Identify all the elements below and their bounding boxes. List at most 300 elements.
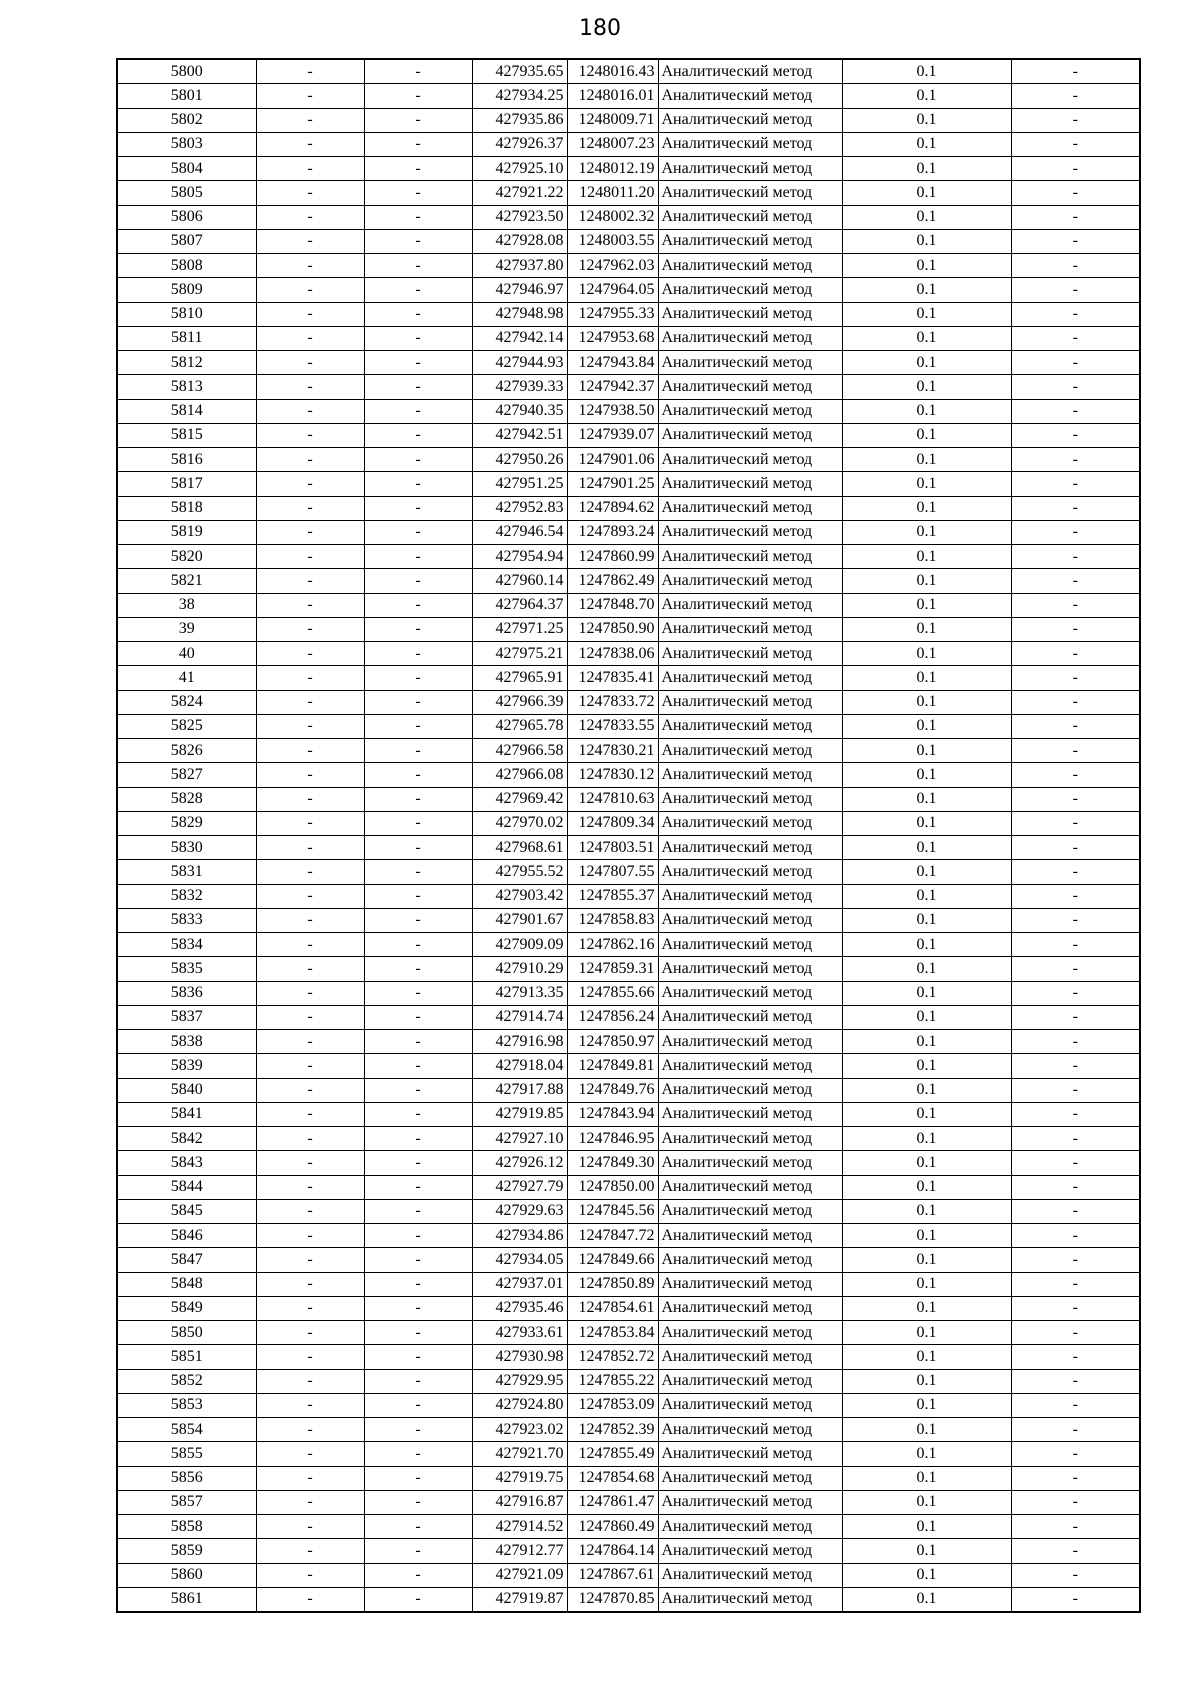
dash-cell: - [256,1224,364,1248]
y-coordinate-cell: 1247867.61 [567,1563,658,1587]
dash-cell: - [364,1490,472,1514]
x-coordinate-cell: 427928.08 [472,229,567,253]
x-coordinate-cell: 427944.93 [472,351,567,375]
x-coordinate-cell: 427940.35 [472,399,567,423]
method-cell: Аналитический метод [658,617,842,641]
dash-cell: - [256,229,364,253]
table-row [117,472,1140,496]
method-cell: Аналитический метод [658,981,842,1005]
accuracy-cell: 0.1 [842,690,1011,714]
dash-cell: - [256,642,364,666]
dash-cell: - [364,1563,472,1587]
dash-cell: - [1011,763,1140,787]
accuracy-cell: 0.1 [842,205,1011,229]
dash-cell: - [1011,472,1140,496]
table-row [117,1321,1140,1345]
y-coordinate-cell: 1247955.33 [567,302,658,326]
method-cell: Аналитический метод [658,884,842,908]
dash-cell: - [1011,787,1140,811]
dash-cell: - [364,520,472,544]
y-coordinate-cell: 1247810.63 [567,787,658,811]
method-cell: Аналитический метод [658,132,842,156]
dash-cell: - [1011,326,1140,350]
x-coordinate-cell: 427910.29 [472,957,567,981]
y-coordinate-cell: 1247861.47 [567,1490,658,1514]
y-coordinate-cell: 1247852.39 [567,1418,658,1442]
table-body [117,59,1140,1612]
accuracy-cell: 0.1 [842,375,1011,399]
dash-cell: - [1011,1369,1140,1393]
dash-cell: - [364,739,472,763]
method-cell: Аналитический метод [658,545,842,569]
dash-cell: - [1011,860,1140,884]
point-number-cell: 5842 [117,1127,256,1151]
x-coordinate-cell: 427934.25 [472,84,567,108]
x-coordinate-cell: 427970.02 [472,811,567,835]
method-cell: Аналитический метод [658,472,842,496]
point-number-cell: 5821 [117,569,256,593]
table-row [117,1418,1140,1442]
x-coordinate-cell: 427901.67 [472,908,567,932]
dash-cell: - [256,811,364,835]
table-row [117,205,1140,229]
dash-cell: - [1011,1078,1140,1102]
accuracy-cell: 0.1 [842,1151,1011,1175]
table-row [117,132,1140,156]
dash-cell: - [256,1005,364,1029]
dash-cell: - [364,351,472,375]
point-number-cell: 5826 [117,739,256,763]
y-coordinate-cell: 1247830.12 [567,763,658,787]
dash-cell: - [1011,739,1140,763]
accuracy-cell: 0.1 [842,1515,1011,1539]
x-coordinate-cell: 427966.39 [472,690,567,714]
point-number-cell: 5844 [117,1175,256,1199]
accuracy-cell: 0.1 [842,593,1011,617]
accuracy-cell: 0.1 [842,1127,1011,1151]
method-cell: Аналитический метод [658,1539,842,1563]
dash-cell: - [256,1587,364,1612]
x-coordinate-cell: 427930.98 [472,1345,567,1369]
dash-cell: - [1011,205,1140,229]
dash-cell: - [1011,254,1140,278]
accuracy-cell: 0.1 [842,908,1011,932]
method-cell: Аналитический метод [658,1515,842,1539]
accuracy-cell: 0.1 [842,1199,1011,1223]
table-row [117,496,1140,520]
point-number-cell: 5809 [117,278,256,302]
dash-cell: - [364,860,472,884]
x-coordinate-cell: 427946.97 [472,278,567,302]
table-row [117,1515,1140,1539]
dash-cell: - [364,1296,472,1320]
dash-cell: - [256,1345,364,1369]
point-number-cell: 5841 [117,1102,256,1126]
dash-cell: - [364,1175,472,1199]
point-number-cell: 5804 [117,157,256,181]
x-coordinate-cell: 427913.35 [472,981,567,1005]
accuracy-cell: 0.1 [842,1030,1011,1054]
table-row [117,375,1140,399]
point-number-cell: 5857 [117,1490,256,1514]
method-cell: Аналитический метод [658,1078,842,1102]
dash-cell: - [1011,1175,1140,1199]
method-cell: Аналитический метод [658,1393,842,1417]
x-coordinate-cell: 427916.98 [472,1030,567,1054]
point-number-cell: 5814 [117,399,256,423]
dash-cell: - [364,1078,472,1102]
dash-cell: - [364,836,472,860]
dash-cell: - [256,957,364,981]
dash-cell: - [364,229,472,253]
table-row [117,448,1140,472]
dash-cell: - [256,254,364,278]
dash-cell: - [1011,1345,1140,1369]
y-coordinate-cell: 1247833.72 [567,690,658,714]
method-cell: Аналитический метод [658,957,842,981]
accuracy-cell: 0.1 [842,448,1011,472]
point-number-cell: 5855 [117,1442,256,1466]
dash-cell: - [1011,933,1140,957]
table-row [117,351,1140,375]
y-coordinate-cell: 1247864.14 [567,1539,658,1563]
dash-cell: - [256,860,364,884]
dash-cell: - [1011,278,1140,302]
method-cell: Аналитический метод [658,1102,842,1126]
dash-cell: - [256,1563,364,1587]
table-row [117,642,1140,666]
table-row [117,981,1140,1005]
point-number-cell: 5854 [117,1418,256,1442]
x-coordinate-cell: 427927.79 [472,1175,567,1199]
point-number-cell: 5859 [117,1539,256,1563]
accuracy-cell: 0.1 [842,1175,1011,1199]
table-row [117,1030,1140,1054]
method-cell: Аналитический метод [658,1563,842,1587]
dash-cell: - [364,1515,472,1539]
point-number-cell: 5847 [117,1248,256,1272]
table-row [117,569,1140,593]
table-row [117,884,1140,908]
dash-cell: - [256,545,364,569]
accuracy-cell: 0.1 [842,1587,1011,1612]
dash-cell: - [1011,884,1140,908]
dash-cell: - [256,1442,364,1466]
dash-cell: - [364,1127,472,1151]
table-row [117,1345,1140,1369]
method-cell: Аналитический метод [658,1005,842,1029]
point-number-cell: 5852 [117,1369,256,1393]
point-number-cell: 5861 [117,1587,256,1612]
dash-cell: - [364,1345,472,1369]
accuracy-cell: 0.1 [842,1248,1011,1272]
accuracy-cell: 0.1 [842,181,1011,205]
method-cell: Аналитический метод [658,351,842,375]
point-number-cell: 40 [117,642,256,666]
x-coordinate-cell: 427955.52 [472,860,567,884]
method-cell: Аналитический метод [658,1442,842,1466]
x-coordinate-cell: 427934.05 [472,1248,567,1272]
y-coordinate-cell: 1247849.66 [567,1248,658,1272]
dash-cell: - [1011,1515,1140,1539]
dash-cell: - [256,593,364,617]
accuracy-cell: 0.1 [842,836,1011,860]
x-coordinate-cell: 427937.01 [472,1272,567,1296]
dash-cell: - [364,811,472,835]
accuracy-cell: 0.1 [842,302,1011,326]
table-row [117,617,1140,641]
y-coordinate-cell: 1247962.03 [567,254,658,278]
x-coordinate-cell: 427923.02 [472,1418,567,1442]
accuracy-cell: 0.1 [842,84,1011,108]
accuracy-cell: 0.1 [842,399,1011,423]
dash-cell: - [364,787,472,811]
table-row [117,1151,1140,1175]
method-cell: Аналитический метод [658,666,842,690]
table-row [117,229,1140,253]
dash-cell: - [256,1199,364,1223]
accuracy-cell: 0.1 [842,1102,1011,1126]
method-cell: Аналитический метод [658,642,842,666]
accuracy-cell: 0.1 [842,981,1011,1005]
accuracy-cell: 0.1 [842,59,1011,84]
method-cell: Аналитический метод [658,763,842,787]
dash-cell: - [1011,569,1140,593]
dash-cell: - [256,714,364,738]
dash-cell: - [256,933,364,957]
point-number-cell: 5837 [117,1005,256,1029]
point-number-cell: 5820 [117,545,256,569]
dash-cell: - [256,787,364,811]
dash-cell: - [364,278,472,302]
dash-cell: - [1011,1127,1140,1151]
dash-cell: - [256,1151,364,1175]
accuracy-cell: 0.1 [842,763,1011,787]
method-cell: Аналитический метод [658,302,842,326]
point-number-cell: 5846 [117,1224,256,1248]
x-coordinate-cell: 427975.21 [472,642,567,666]
dash-cell: - [256,1248,364,1272]
dash-cell: - [256,278,364,302]
method-cell: Аналитический метод [658,1272,842,1296]
dash-cell: - [364,1539,472,1563]
dash-cell: - [364,1248,472,1272]
point-number-cell: 5856 [117,1466,256,1490]
method-cell: Аналитический метод [658,326,842,350]
point-number-cell: 5811 [117,326,256,350]
dash-cell: - [256,1296,364,1320]
y-coordinate-cell: 1247853.84 [567,1321,658,1345]
x-coordinate-cell: 427921.09 [472,1563,567,1587]
table-row [117,860,1140,884]
point-number-cell: 5813 [117,375,256,399]
method-cell: Аналитический метод [658,1418,842,1442]
accuracy-cell: 0.1 [842,545,1011,569]
dash-cell: - [1011,545,1140,569]
method-cell: Аналитический метод [658,1369,842,1393]
accuracy-cell: 0.1 [842,1563,1011,1587]
dash-cell: - [256,496,364,520]
accuracy-cell: 0.1 [842,157,1011,181]
method-cell: Аналитический метод [658,593,842,617]
accuracy-cell: 0.1 [842,1393,1011,1417]
x-coordinate-cell: 427946.54 [472,520,567,544]
dash-cell: - [364,59,472,84]
dash-cell: - [256,884,364,908]
y-coordinate-cell: 1247809.34 [567,811,658,835]
dash-cell: - [1011,981,1140,1005]
y-coordinate-cell: 1247938.50 [567,399,658,423]
dash-cell: - [1011,957,1140,981]
x-coordinate-cell: 427921.70 [472,1442,567,1466]
dash-cell: - [256,617,364,641]
dash-cell: - [364,108,472,132]
y-coordinate-cell: 1247870.85 [567,1587,658,1612]
method-cell: Аналитический метод [658,1151,842,1175]
dash-cell: - [1011,59,1140,84]
table-row [117,836,1140,860]
method-cell: Аналитический метод [658,933,842,957]
x-coordinate-cell: 427964.37 [472,593,567,617]
point-number-cell: 38 [117,593,256,617]
y-coordinate-cell: 1247846.95 [567,1127,658,1151]
accuracy-cell: 0.1 [842,351,1011,375]
accuracy-cell: 0.1 [842,666,1011,690]
accuracy-cell: 0.1 [842,1490,1011,1514]
method-cell: Аналитический метод [658,1175,842,1199]
y-coordinate-cell: 1247964.05 [567,278,658,302]
table-row [117,1102,1140,1126]
point-number-cell: 5839 [117,1054,256,1078]
x-coordinate-cell: 427950.26 [472,448,567,472]
point-number-cell: 5858 [117,1515,256,1539]
dash-cell: - [256,1030,364,1054]
accuracy-cell: 0.1 [842,229,1011,253]
table-row [117,108,1140,132]
y-coordinate-cell: 1248012.19 [567,157,658,181]
x-coordinate-cell: 427933.61 [472,1321,567,1345]
x-coordinate-cell: 427921.22 [472,181,567,205]
dash-cell: - [364,957,472,981]
dash-cell: - [256,59,364,84]
dash-cell: - [1011,399,1140,423]
x-coordinate-cell: 427965.91 [472,666,567,690]
dash-cell: - [256,84,364,108]
y-coordinate-cell: 1247862.16 [567,933,658,957]
point-number-cell: 5845 [117,1199,256,1223]
point-number-cell: 5834 [117,933,256,957]
method-cell: Аналитический метод [658,229,842,253]
x-coordinate-cell: 427925.10 [472,157,567,181]
dash-cell: - [364,1030,472,1054]
y-coordinate-cell: 1247893.24 [567,520,658,544]
dash-cell: - [256,666,364,690]
dash-cell: - [364,1102,472,1126]
table-row [117,763,1140,787]
dash-cell: - [364,1369,472,1393]
x-coordinate-cell: 427903.42 [472,884,567,908]
table-row [117,254,1140,278]
dash-cell: - [364,1054,472,1078]
dash-cell: - [364,448,472,472]
page-number: 180 [579,16,621,41]
x-coordinate-cell: 427914.52 [472,1515,567,1539]
x-coordinate-cell: 427916.87 [472,1490,567,1514]
y-coordinate-cell: 1247830.21 [567,739,658,763]
dash-cell: - [364,1151,472,1175]
dash-cell: - [1011,157,1140,181]
x-coordinate-cell: 427942.14 [472,326,567,350]
point-number-cell: 5860 [117,1563,256,1587]
y-coordinate-cell: 1247854.61 [567,1296,658,1320]
y-coordinate-cell: 1247860.49 [567,1515,658,1539]
dash-cell: - [1011,351,1140,375]
x-coordinate-cell: 427937.80 [472,254,567,278]
dash-cell: - [364,1418,472,1442]
dash-cell: - [364,157,472,181]
x-coordinate-cell: 427926.37 [472,132,567,156]
accuracy-cell: 0.1 [842,520,1011,544]
point-number-cell: 5840 [117,1078,256,1102]
table-row [117,1248,1140,1272]
y-coordinate-cell: 1247855.37 [567,884,658,908]
method-cell: Аналитический метод [658,496,842,520]
method-cell: Аналитический метод [658,375,842,399]
x-coordinate-cell: 427926.12 [472,1151,567,1175]
dash-cell: - [1011,423,1140,447]
y-coordinate-cell: 1247943.84 [567,351,658,375]
x-coordinate-cell: 427952.83 [472,496,567,520]
dash-cell: - [256,375,364,399]
dash-cell: - [364,205,472,229]
dash-cell: - [364,933,472,957]
dash-cell: - [1011,617,1140,641]
y-coordinate-cell: 1247849.30 [567,1151,658,1175]
point-number-cell: 5825 [117,714,256,738]
dash-cell: - [256,205,364,229]
dash-cell: - [256,1321,364,1345]
x-coordinate-cell: 427919.85 [472,1102,567,1126]
x-coordinate-cell: 427935.86 [472,108,567,132]
dash-cell: - [364,1587,472,1612]
dash-cell: - [364,423,472,447]
method-cell: Аналитический метод [658,690,842,714]
dash-cell: - [364,496,472,520]
x-coordinate-cell: 427951.25 [472,472,567,496]
method-cell: Аналитический метод [658,84,842,108]
dash-cell: - [364,714,472,738]
y-coordinate-cell: 1247858.83 [567,908,658,932]
method-cell: Аналитический метод [658,836,842,860]
accuracy-cell: 0.1 [842,617,1011,641]
y-coordinate-cell: 1247850.90 [567,617,658,641]
dash-cell: - [256,1369,364,1393]
x-coordinate-cell: 427966.08 [472,763,567,787]
y-coordinate-cell: 1247860.99 [567,545,658,569]
dash-cell: - [364,545,472,569]
dash-cell: - [1011,642,1140,666]
table-row [117,593,1140,617]
accuracy-cell: 0.1 [842,254,1011,278]
method-cell: Аналитический метод [658,181,842,205]
accuracy-cell: 0.1 [842,569,1011,593]
dash-cell: - [256,302,364,326]
y-coordinate-cell: 1247838.06 [567,642,658,666]
dash-cell: - [256,399,364,423]
point-number-cell: 5850 [117,1321,256,1345]
x-coordinate-cell: 427935.65 [472,59,567,84]
point-number-cell: 5818 [117,496,256,520]
